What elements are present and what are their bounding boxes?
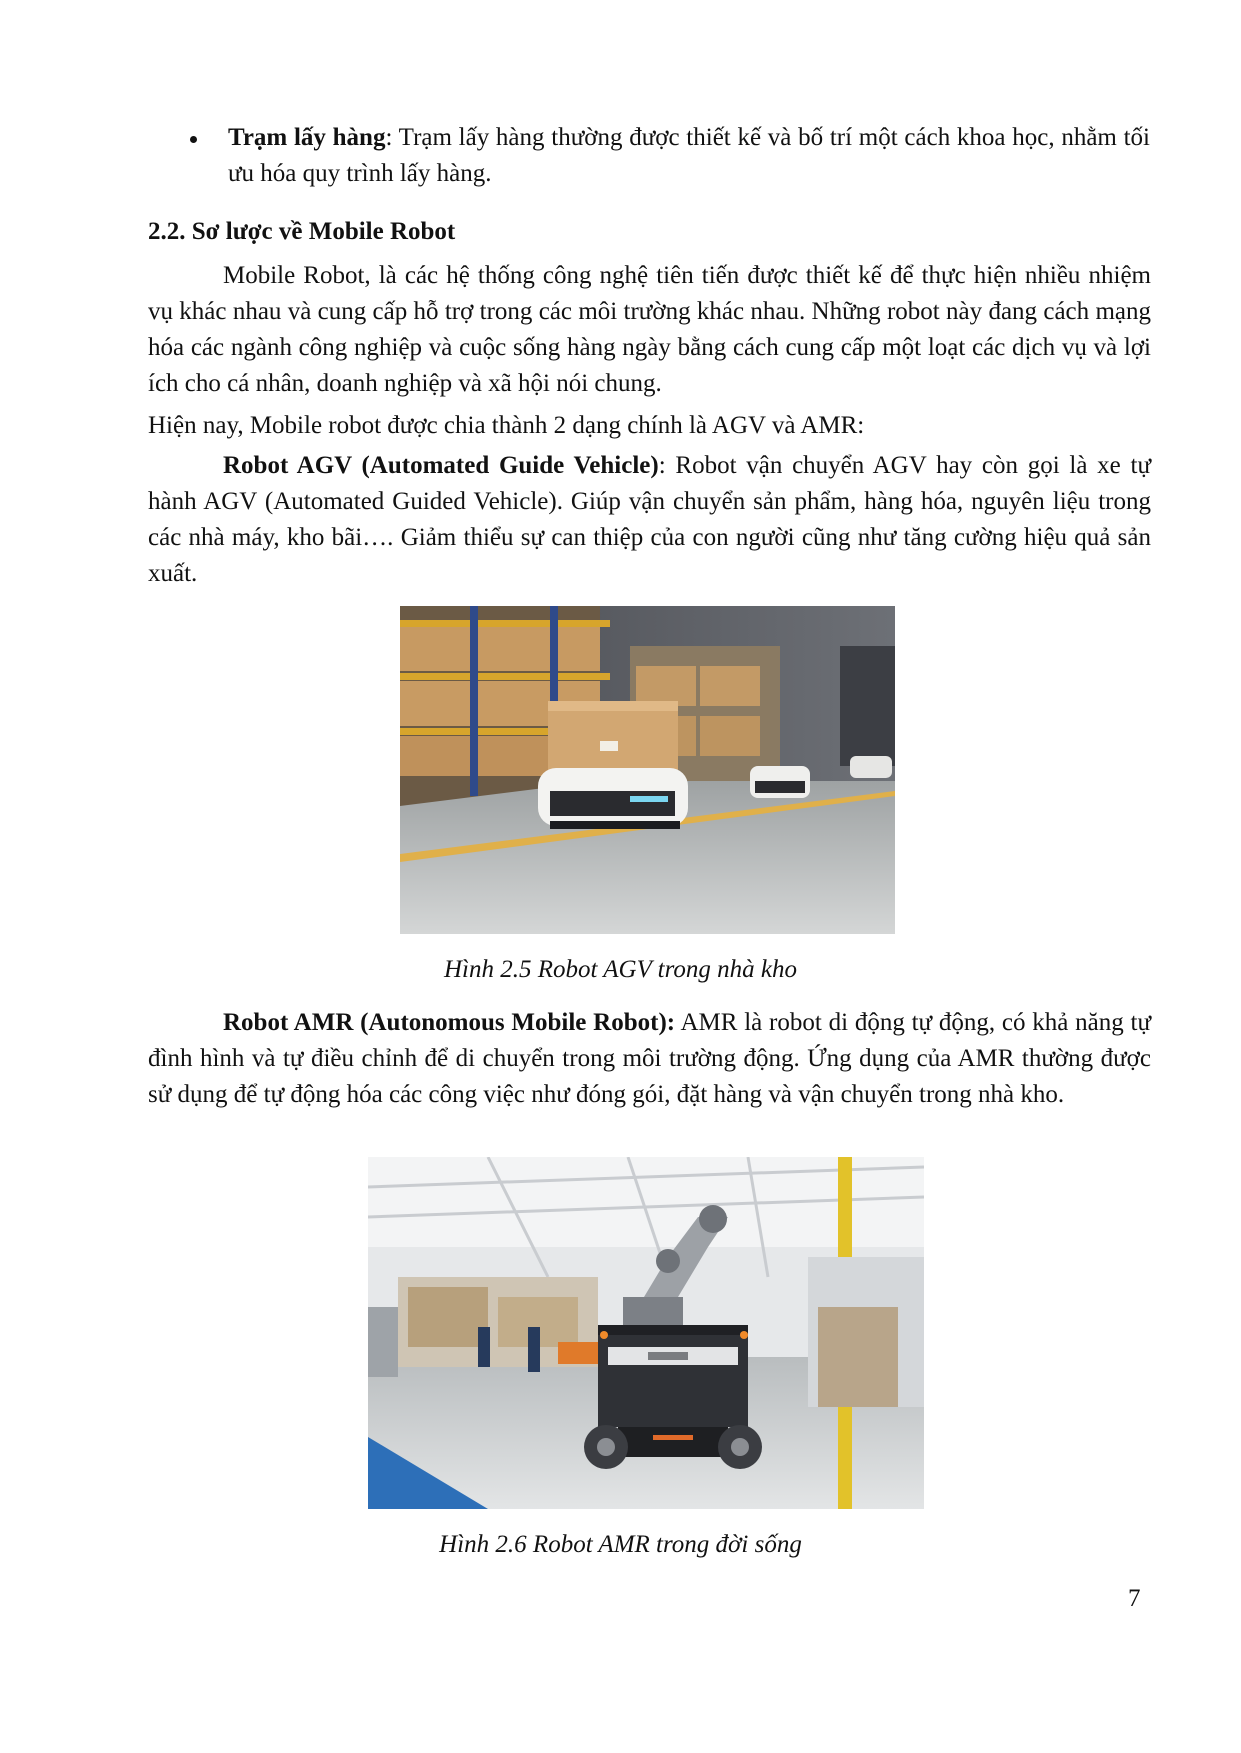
bullet-dot bbox=[190, 136, 197, 143]
types-paragraph: Hiện nay, Mobile robot được chia thành 2 dạng chính là AGV và AMR: bbox=[148, 412, 865, 439]
amr-text: AMR là robot di động tự động, có khả năng tự đình hình và tự điều chỉnh để di chuyển trong môi trường động. Ứng dụng của AMR thường được sử dụng để tự động hóa các công việc như đóng gói, đặt hàng và vận chuyển trong nhà kho. bbox=[148, 1009, 1152, 1108]
amr-figure-caption: Hình 2.6 Robot AMR trong đời sống bbox=[439, 1531, 802, 1558]
amr-term: Robot AMR (Autonomous Mobile Robot): bbox=[223, 1009, 676, 1036]
bullet-text: : Trạm lấy hàng thường được thiết kế và bố trí một cách khoa học, nhằm tối ưu hóa quy trình lấy hàng. bbox=[228, 124, 1150, 187]
page-number: 7 bbox=[1128, 1585, 1141, 1612]
bullet-item bbox=[190, 120, 1150, 192]
intro-paragraph: Mobile Robot, là các hệ thống công nghệ tiên tiến được thiết kế để thực hiện nhiều nhiệm vụ khác nhau và cung cấp hỗ trợ trong các môi trường khác nhau. Những robot này đang cách mạng hóa các ngành công nghiệp và cuộc sống hàng ngày bằng cách cung cấp một loạt các dịch vụ và lợi ích cho cá nhân, doanh nghiệp và xã hội nói chung. bbox=[148, 262, 1151, 397]
agv-paragraph bbox=[148, 448, 1151, 592]
agv-figure-image bbox=[400, 606, 895, 934]
agv-text: : Robot vận chuyển AGV hay còn gọi là xe tự hành AGV (Automated Guided Vehicle). Giúp vận chuyển sản phẩm, hàng hóa, nguyên liệu trong các nhà máy, kho bãi…. Giảm thiểu sự can thiệp của con người cũng như tăng cường hiệu quả sản xuất. bbox=[148, 452, 1151, 587]
agv-figure-caption: Hình 2.5 Robot AGV trong nhà kho bbox=[443, 956, 797, 983]
agv-term: Robot AGV (Automated Guide Vehicle) bbox=[223, 452, 659, 479]
amr-figure-image bbox=[368, 1157, 924, 1509]
section-heading: 2.2. Sơ lược về Mobile Robot bbox=[148, 218, 456, 245]
amr-paragraph bbox=[148, 1005, 1151, 1113]
bullet-term: Trạm lấy hàng bbox=[228, 124, 386, 151]
bullet-paragraph bbox=[228, 120, 1150, 192]
